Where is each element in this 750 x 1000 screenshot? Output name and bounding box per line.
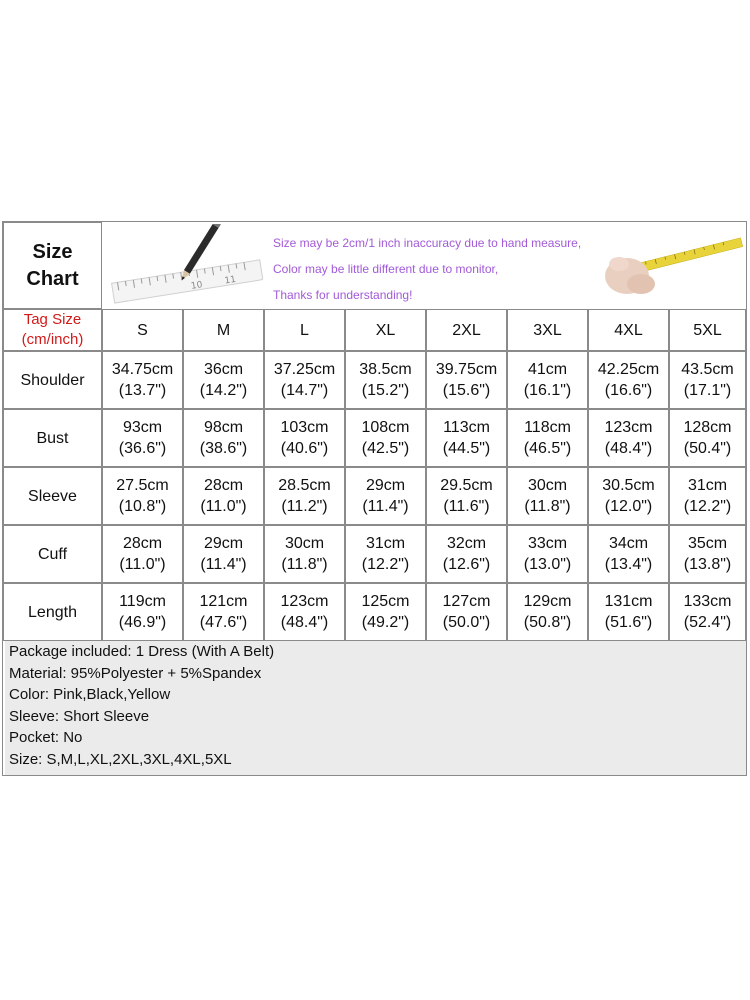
table-cell bbox=[507, 583, 588, 641]
size-header-2xl: 2XL bbox=[426, 309, 507, 351]
ruler-number-11: 11 bbox=[223, 274, 237, 287]
table-cell bbox=[102, 409, 183, 467]
info-package: Package included: 1 Dress (With A Belt) bbox=[9, 643, 275, 660]
table-cell bbox=[183, 583, 264, 641]
cell-cm-value: 34cm bbox=[608, 535, 649, 552]
table-cell bbox=[345, 409, 426, 467]
table-cell bbox=[507, 351, 588, 409]
size-header-xl: XL bbox=[345, 309, 426, 351]
table-cell bbox=[426, 467, 507, 525]
cell-cm-value: 28cm bbox=[203, 477, 244, 494]
size-header-3xl: 3XL bbox=[507, 309, 588, 351]
table-cell bbox=[426, 409, 507, 467]
cell-cm-value: 36cm bbox=[203, 361, 244, 378]
table-cell bbox=[345, 525, 426, 583]
tag-size-line-2: (cm/inch) bbox=[21, 331, 84, 348]
cell-inch-value: (40.6") bbox=[280, 440, 329, 457]
info-color: Color: Pink,Black,Yellow bbox=[9, 686, 171, 703]
table-cell bbox=[345, 351, 426, 409]
table-cell bbox=[669, 467, 746, 525]
table-cell bbox=[588, 467, 669, 525]
cell-cm-value: 103cm bbox=[280, 419, 329, 436]
cell-cm-value: 32cm bbox=[446, 535, 487, 552]
cell-cm-value: 113cm bbox=[443, 419, 490, 436]
info-material: Material: 95%Polyester + 5%Spandex bbox=[9, 664, 262, 682]
cell-inch-value: (51.6") bbox=[604, 614, 653, 631]
cell-cm-value: 133cm bbox=[683, 593, 732, 610]
cell-inch-value: (50.0") bbox=[442, 614, 491, 631]
pencil-ruler-illustration bbox=[103, 224, 263, 308]
row-label-bust: Bust bbox=[3, 409, 102, 467]
note-thanks: Thanks for understanding! bbox=[273, 288, 413, 302]
cell-inch-value: (15.2") bbox=[361, 382, 410, 399]
cell-cm-value: 29cm bbox=[203, 535, 244, 552]
cell-inch-value: (42.5") bbox=[361, 440, 410, 457]
cell-inch-value: (50.8") bbox=[523, 614, 572, 631]
cell-cm-value: 93cm bbox=[122, 419, 163, 436]
table-cell bbox=[264, 583, 345, 641]
cell-inch-value: (11.6") bbox=[443, 498, 490, 515]
row-label-shoulder: Shoulder bbox=[3, 351, 102, 409]
cell-cm-value: 39.75cm bbox=[435, 361, 498, 378]
cell-inch-value: (10.8") bbox=[118, 498, 167, 515]
cell-inch-value: (11.0") bbox=[200, 498, 247, 515]
cell-inch-value: (49.2") bbox=[361, 614, 410, 631]
table-cell bbox=[507, 525, 588, 583]
table-cell bbox=[669, 525, 746, 583]
cell-cm-value: 119cm bbox=[119, 593, 166, 610]
cell-cm-value: 125cm bbox=[361, 593, 410, 610]
table-cell bbox=[507, 409, 588, 467]
table-cell bbox=[426, 525, 507, 583]
cell-cm-value: 28cm bbox=[122, 535, 163, 552]
cell-inch-value: (12.6") bbox=[442, 556, 491, 573]
cell-inch-value: (13.4") bbox=[604, 556, 653, 573]
cell-inch-value: (44.5") bbox=[442, 440, 491, 457]
cell-cm-value: 31cm bbox=[365, 535, 406, 552]
cell-inch-value: (11.0") bbox=[119, 556, 166, 573]
note-inaccuracy: Size may be 2cm/1 inch inaccuracy due to hand measure, bbox=[273, 236, 582, 250]
table-cell bbox=[588, 525, 669, 583]
cell-inch-value: (13.0") bbox=[523, 556, 572, 573]
cell-cm-value: 38.5cm bbox=[359, 361, 412, 378]
table-cell bbox=[102, 467, 183, 525]
row-label-length: Length bbox=[3, 583, 102, 641]
cell-inch-value: (16.1") bbox=[523, 382, 572, 399]
info-sizes: Size: S,M,L,XL,2XL,3XL,4XL,5XL bbox=[9, 750, 232, 768]
size-header-l: L bbox=[264, 309, 345, 351]
cell-cm-value: 42.25cm bbox=[597, 361, 660, 378]
product-info-box bbox=[5, 640, 746, 775]
cell-cm-value: 30cm bbox=[527, 477, 568, 494]
table-cell bbox=[588, 351, 669, 409]
cell-cm-value: 34.75cm bbox=[111, 361, 174, 378]
cell-inch-value: (47.6") bbox=[199, 614, 248, 631]
table-cell bbox=[183, 467, 264, 525]
cell-inch-value: (12.2") bbox=[361, 556, 410, 573]
table-cell bbox=[264, 351, 345, 409]
cell-inch-value: (11.8") bbox=[524, 498, 571, 515]
cell-cm-value: 30.5cm bbox=[602, 477, 655, 494]
table-cell bbox=[102, 525, 183, 583]
table-cell bbox=[102, 583, 183, 641]
table-cell bbox=[183, 525, 264, 583]
cell-inch-value: (11.2") bbox=[281, 498, 328, 515]
cell-inch-value: (13.7") bbox=[118, 382, 167, 399]
row-label-cuff: Cuff bbox=[3, 525, 102, 583]
note-color: Color may be little different due to monitor, bbox=[273, 262, 499, 276]
cell-cm-value: 129cm bbox=[523, 593, 572, 610]
cell-inch-value: (12.2") bbox=[683, 498, 732, 515]
cell-cm-value: 118cm bbox=[524, 419, 571, 436]
cell-inch-value: (16.6") bbox=[604, 382, 653, 399]
cell-inch-value: (11.8") bbox=[281, 556, 328, 573]
measuring-tape-hand-illustration bbox=[597, 224, 747, 308]
cell-cm-value: 30cm bbox=[284, 535, 325, 552]
cell-inch-value: (46.5") bbox=[523, 440, 572, 457]
title-line-2: Chart bbox=[26, 267, 79, 290]
cell-cm-value: 127cm bbox=[442, 593, 491, 610]
info-pocket: Pocket: No bbox=[9, 729, 83, 746]
table-cell bbox=[183, 351, 264, 409]
cell-inch-value: (12.0") bbox=[604, 498, 653, 515]
table-cell bbox=[669, 351, 746, 409]
cell-inch-value: (52.4") bbox=[683, 614, 732, 631]
table-cell bbox=[426, 583, 507, 641]
cell-inch-value: (11.4") bbox=[362, 498, 409, 515]
cell-inch-value: (17.1") bbox=[683, 382, 732, 399]
table-cell bbox=[669, 409, 746, 467]
table-cell bbox=[264, 409, 345, 467]
info-sleeve: Sleeve: Short Sleeve bbox=[9, 707, 150, 725]
cell-cm-value: 35cm bbox=[687, 535, 728, 552]
cell-inch-value: (14.2") bbox=[199, 382, 248, 399]
size-chart-table bbox=[2, 221, 747, 776]
cell-cm-value: 27.5cm bbox=[116, 477, 169, 494]
cell-inch-value: (15.6") bbox=[442, 382, 491, 399]
size-header-4xl: 4XL bbox=[588, 309, 669, 351]
cell-cm-value: 29.5cm bbox=[440, 477, 493, 494]
table-cell bbox=[669, 583, 746, 641]
cell-cm-value: 28.5cm bbox=[278, 477, 331, 494]
cell-inch-value: (14.7") bbox=[280, 382, 329, 399]
cell-cm-value: 108cm bbox=[361, 419, 410, 436]
cell-cm-value: 31cm bbox=[687, 477, 728, 494]
row-label-sleeve: Sleeve bbox=[3, 467, 102, 525]
table-cell bbox=[183, 409, 264, 467]
measurement-banner bbox=[103, 224, 747, 308]
table-cell bbox=[588, 583, 669, 641]
size-chart-title bbox=[3, 222, 102, 309]
table-cell bbox=[264, 467, 345, 525]
cell-cm-value: 123cm bbox=[280, 593, 329, 610]
tag-size-line-1: Tag Size bbox=[23, 311, 82, 328]
table-cell bbox=[102, 351, 183, 409]
cell-cm-value: 33cm bbox=[527, 535, 568, 552]
cell-cm-value: 121cm bbox=[199, 593, 248, 610]
cell-cm-value: 29cm bbox=[365, 477, 406, 494]
size-header-s: S bbox=[102, 309, 183, 351]
cell-cm-value: 37.25cm bbox=[273, 361, 336, 378]
table-cell bbox=[345, 467, 426, 525]
cell-inch-value: (48.4") bbox=[280, 614, 329, 631]
size-header-m: M bbox=[183, 309, 264, 351]
cell-cm-value: 123cm bbox=[604, 419, 653, 436]
cell-inch-value: (48.4") bbox=[604, 440, 653, 457]
tag-size-label bbox=[3, 309, 102, 351]
size-header-5xl: 5XL bbox=[669, 309, 746, 351]
table-cell bbox=[507, 467, 588, 525]
cell-cm-value: 43.5cm bbox=[681, 361, 734, 378]
cell-inch-value: (46.9") bbox=[118, 614, 167, 631]
cell-cm-value: 131cm bbox=[604, 593, 653, 610]
table-cell bbox=[345, 583, 426, 641]
table-cell bbox=[588, 409, 669, 467]
title-line-1: Size bbox=[32, 240, 73, 263]
cell-inch-value: (13.8") bbox=[683, 556, 732, 573]
table-cell bbox=[426, 351, 507, 409]
cell-inch-value: (50.4") bbox=[683, 440, 732, 457]
table-cell bbox=[264, 525, 345, 583]
cell-cm-value: 128cm bbox=[683, 419, 732, 436]
cell-inch-value: (11.4") bbox=[200, 556, 247, 573]
cell-inch-value: (38.6") bbox=[199, 440, 248, 457]
ruler-number-10: 10 bbox=[190, 280, 204, 292]
cell-cm-value: 41cm bbox=[527, 361, 568, 378]
cell-cm-value: 98cm bbox=[203, 419, 244, 436]
cell-inch-value: (36.6") bbox=[118, 440, 167, 457]
